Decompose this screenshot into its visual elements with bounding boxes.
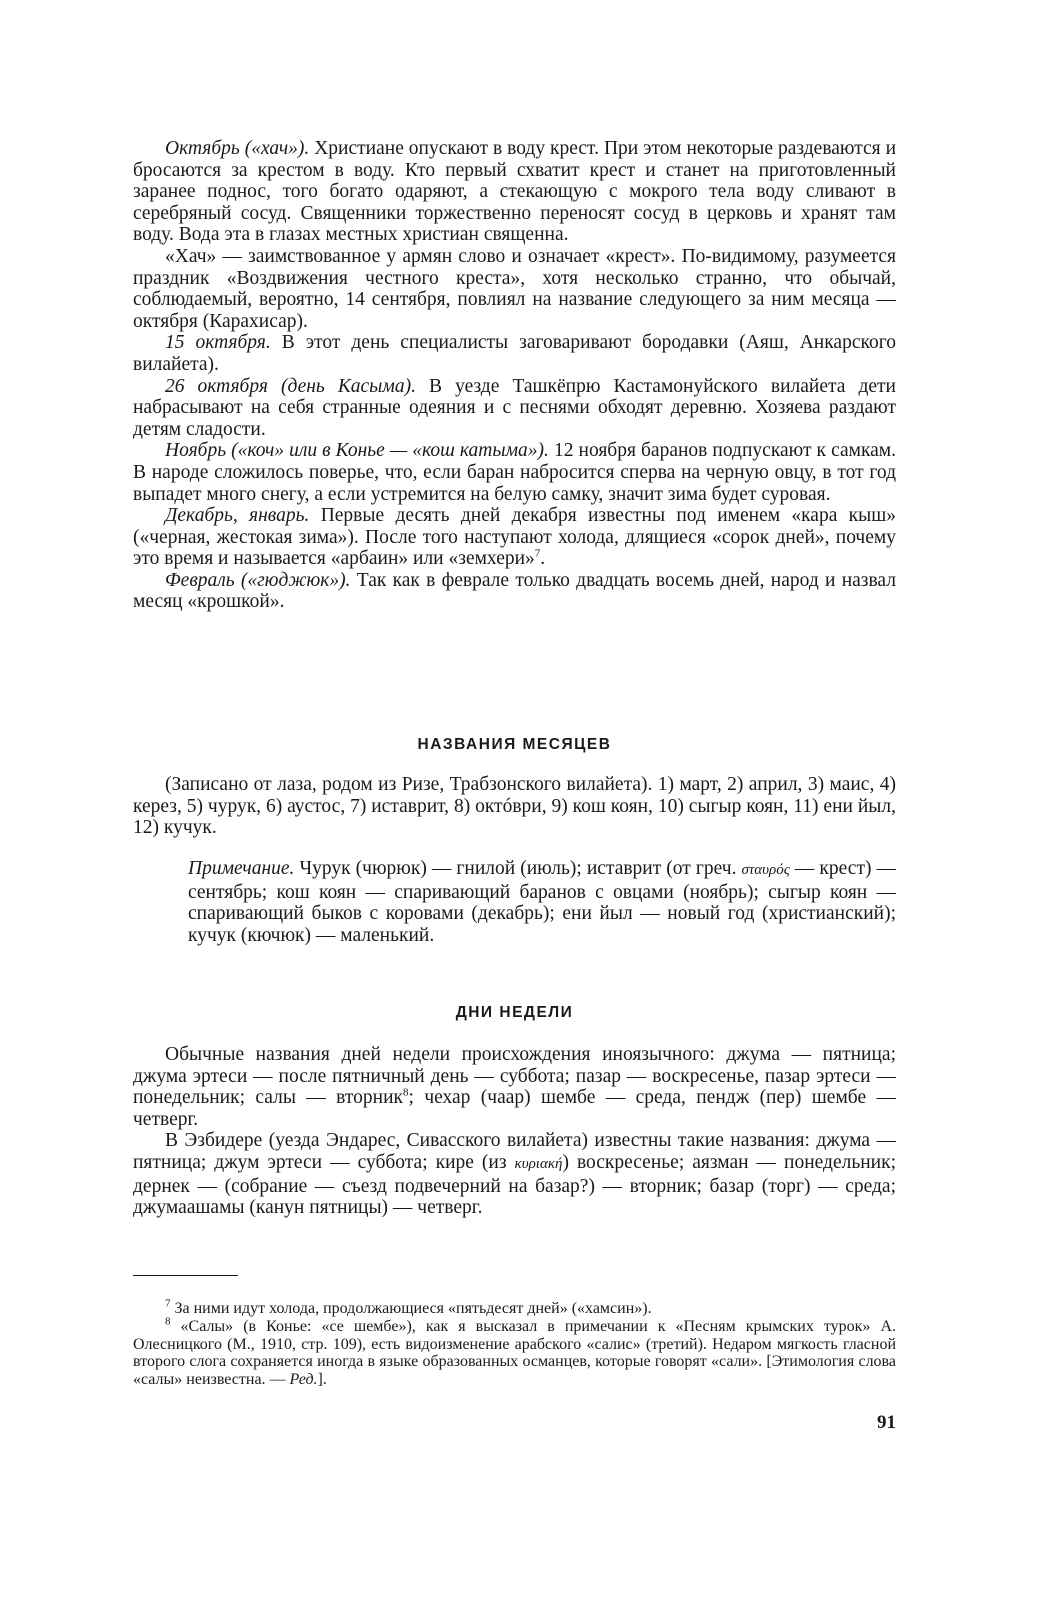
month-names-section: [133, 774, 896, 839]
footnote-number-7: 7: [165, 1297, 171, 1310]
paragraph-hach-etymology: [133, 246, 896, 332]
month-label-october: Октябрь («хач»).: [165, 138, 310, 159]
months-customs-section: [133, 138, 896, 613]
paragraph-text: — крест) — сентябрь; кош коян — спаривающий баранов с овцами (ноябрь); сыгыр коян — спаривающий быков с коровами (декабрь); ени йыл — новый год (христианский); кучук (кючюк) — маленький.: [188, 858, 896, 946]
page-number: 91: [877, 1412, 896, 1433]
paragraph-text: Чурук (чюрюк) — гнилой (июль); иставрит (от греч.: [294, 858, 742, 879]
paragraph-text: Так как в феврале только двадцать восемь дней, народ и назвал месяц «крошкой».: [133, 569, 896, 613]
month-label-february: Февраль («гюджюк»).: [165, 569, 351, 591]
paragraph-text: ; чехар (чаар) шембе — среда, пендж (пер) шембе — четверг.: [133, 1087, 896, 1130]
footnote-8: [133, 1315, 896, 1389]
paragraph-text: ) воскресенье; аязман — понедельник; дернек — (собрание — съезд подвечерний на базар?) — вторник; базар (торг) — среда; джумаашамы (канун пятницы) — четверг.: [133, 1151, 897, 1219]
paragraph-text: В уезде Ташкёпрю Кастамонуйского вилайета дети набрасывают на себя странные одеяния и с песнями обходят деревню. Хозяева раздают детям сладости.: [133, 375, 896, 440]
greek-word-stauros: σταυρός: [741, 862, 790, 878]
paragraph-february: [133, 570, 896, 613]
section-heading-month-names: НАЗВАНИЯ МЕСЯЦЕВ: [417, 736, 612, 753]
footnote-text: «Салы» (в Конье: «се шембе»), как я высказал в примечании к «Песням крымских турок» А. Олесницкого (М., 1910, стр. 109), есть видоизменение арабского «салис» (третий). Недаром мягкость гласной второго слога сохраняется иногда в языке образованных османцев, которые говорят «сали». [Этимология слова «салы» неизвестна. —: [133, 1317, 896, 1389]
footnote-tail: ].: [317, 1371, 327, 1389]
footnote-number-8: 8: [165, 1315, 171, 1328]
paragraph-text: (Записано от лаза, родом из Ризе, Трабзонского вилайета). 1) март, 2) април, 3) маис, 4) керез, 5) чурук, 6) аустос, 7) иставрит, 8) октóври, 9) кош коян, 10) сыгыр коян, 11) ени йыл, 12) кучук.: [133, 774, 896, 839]
editor-abbreviation: Ред.: [289, 1371, 318, 1389]
footnote-mark-7[interactable]: 7: [534, 547, 541, 560]
paragraph-weekdays-common: [133, 1044, 896, 1130]
paragraph-text: Христиане опускают в воду крест. При этом некоторые раздеваются и бросаются за крестом в воду. Кто первый схватит крест и станет на приготовленный заранее поднос, того богато одаряют, а стекающую с мокрого тела воду сливают в серебряный сосуд. Священники торжественно переносят сосуд в церковь и хранят там воду. Вода эта в глазах местных христиан священна.: [133, 138, 897, 246]
paragraph-text: Первые десять дней декабря известны под именем «кара кыш» («черная, жестокая зима»). После того наступают холода, длящиеся «сорок дней», почему это время и называется «арбаин» или «земхери»: [133, 505, 897, 570]
paragraph-note: [166, 858, 896, 946]
month-label-november: Ноябрь («коч» или в Конье — «кош катыма»).: [165, 440, 549, 462]
weekdays-section: [133, 1044, 896, 1219]
paragraph-october-15: [133, 332, 896, 375]
date-label-october-26: 26 октября (день Касыма).: [165, 375, 416, 397]
paragraph-text: Обычные названия дней недели происхождения иноязычного: джума — пятница; джума эртеси — после пятничный день — суббота; пазар — воскресенье, пазар эртеси — понедельник; салы — вторник: [133, 1044, 896, 1109]
paragraph-weekdays-ezbidere: [133, 1130, 896, 1218]
footnotes: [133, 1297, 896, 1389]
paragraph-text: В Эзбидере (уезда Эндарес, Сивасского вилайета) известны такие названия: джума — пятница; джум эртеси — суббота; кире (из: [133, 1130, 896, 1173]
paragraph-november: [133, 440, 896, 505]
date-label-october-15: 15 октября.: [165, 332, 271, 354]
footnote-divider: [133, 1275, 238, 1276]
footnote-text: За ними идут холода, продолжающиеся «пятьдесят дней» («хамсин»).: [170, 1300, 652, 1317]
note-label: Примечание.: [188, 858, 295, 879]
paragraph-text: 12 ноября баранов подпускают к самкам. В народе сложилось поверье, что, если баран набросится сперва на черную овцу, в тот год выпадет много снегу, а если устремится на белую самку, значит зима будет суровая.: [133, 440, 896, 505]
month-label-december-january: Декабрь, январь.: [165, 505, 310, 527]
paragraph-october-26: [133, 376, 896, 441]
paragraph-tail: .: [540, 548, 546, 570]
paragraph-month-names-list: [133, 774, 896, 839]
paragraph-december-january: [133, 505, 896, 570]
greek-word-kyriake: κυριακή: [514, 1155, 563, 1172]
paragraph-october: [133, 138, 896, 246]
footnote-mark-8[interactable]: 8: [403, 1086, 409, 1099]
month-names-note: [188, 858, 896, 946]
paragraph-text: «Хач» — заимствованное у армян слово и означает «крест». По-видимому, разумеется праздник «Воздвижения честного креста», хотя несколько странно, что обычай, соблюдаемый, вероятно, 14 сентября, повлиял на название следующего за ним месяца — октября (Карахисар).: [133, 245, 896, 332]
paragraph-text: В этот день специалисты заговаривают бородавки (Аяш, Анкарского вилайета).: [133, 332, 896, 375]
section-heading-weekdays: ДНИ НЕДЕЛИ: [455, 1004, 574, 1021]
footnote-7: [133, 1297, 896, 1318]
